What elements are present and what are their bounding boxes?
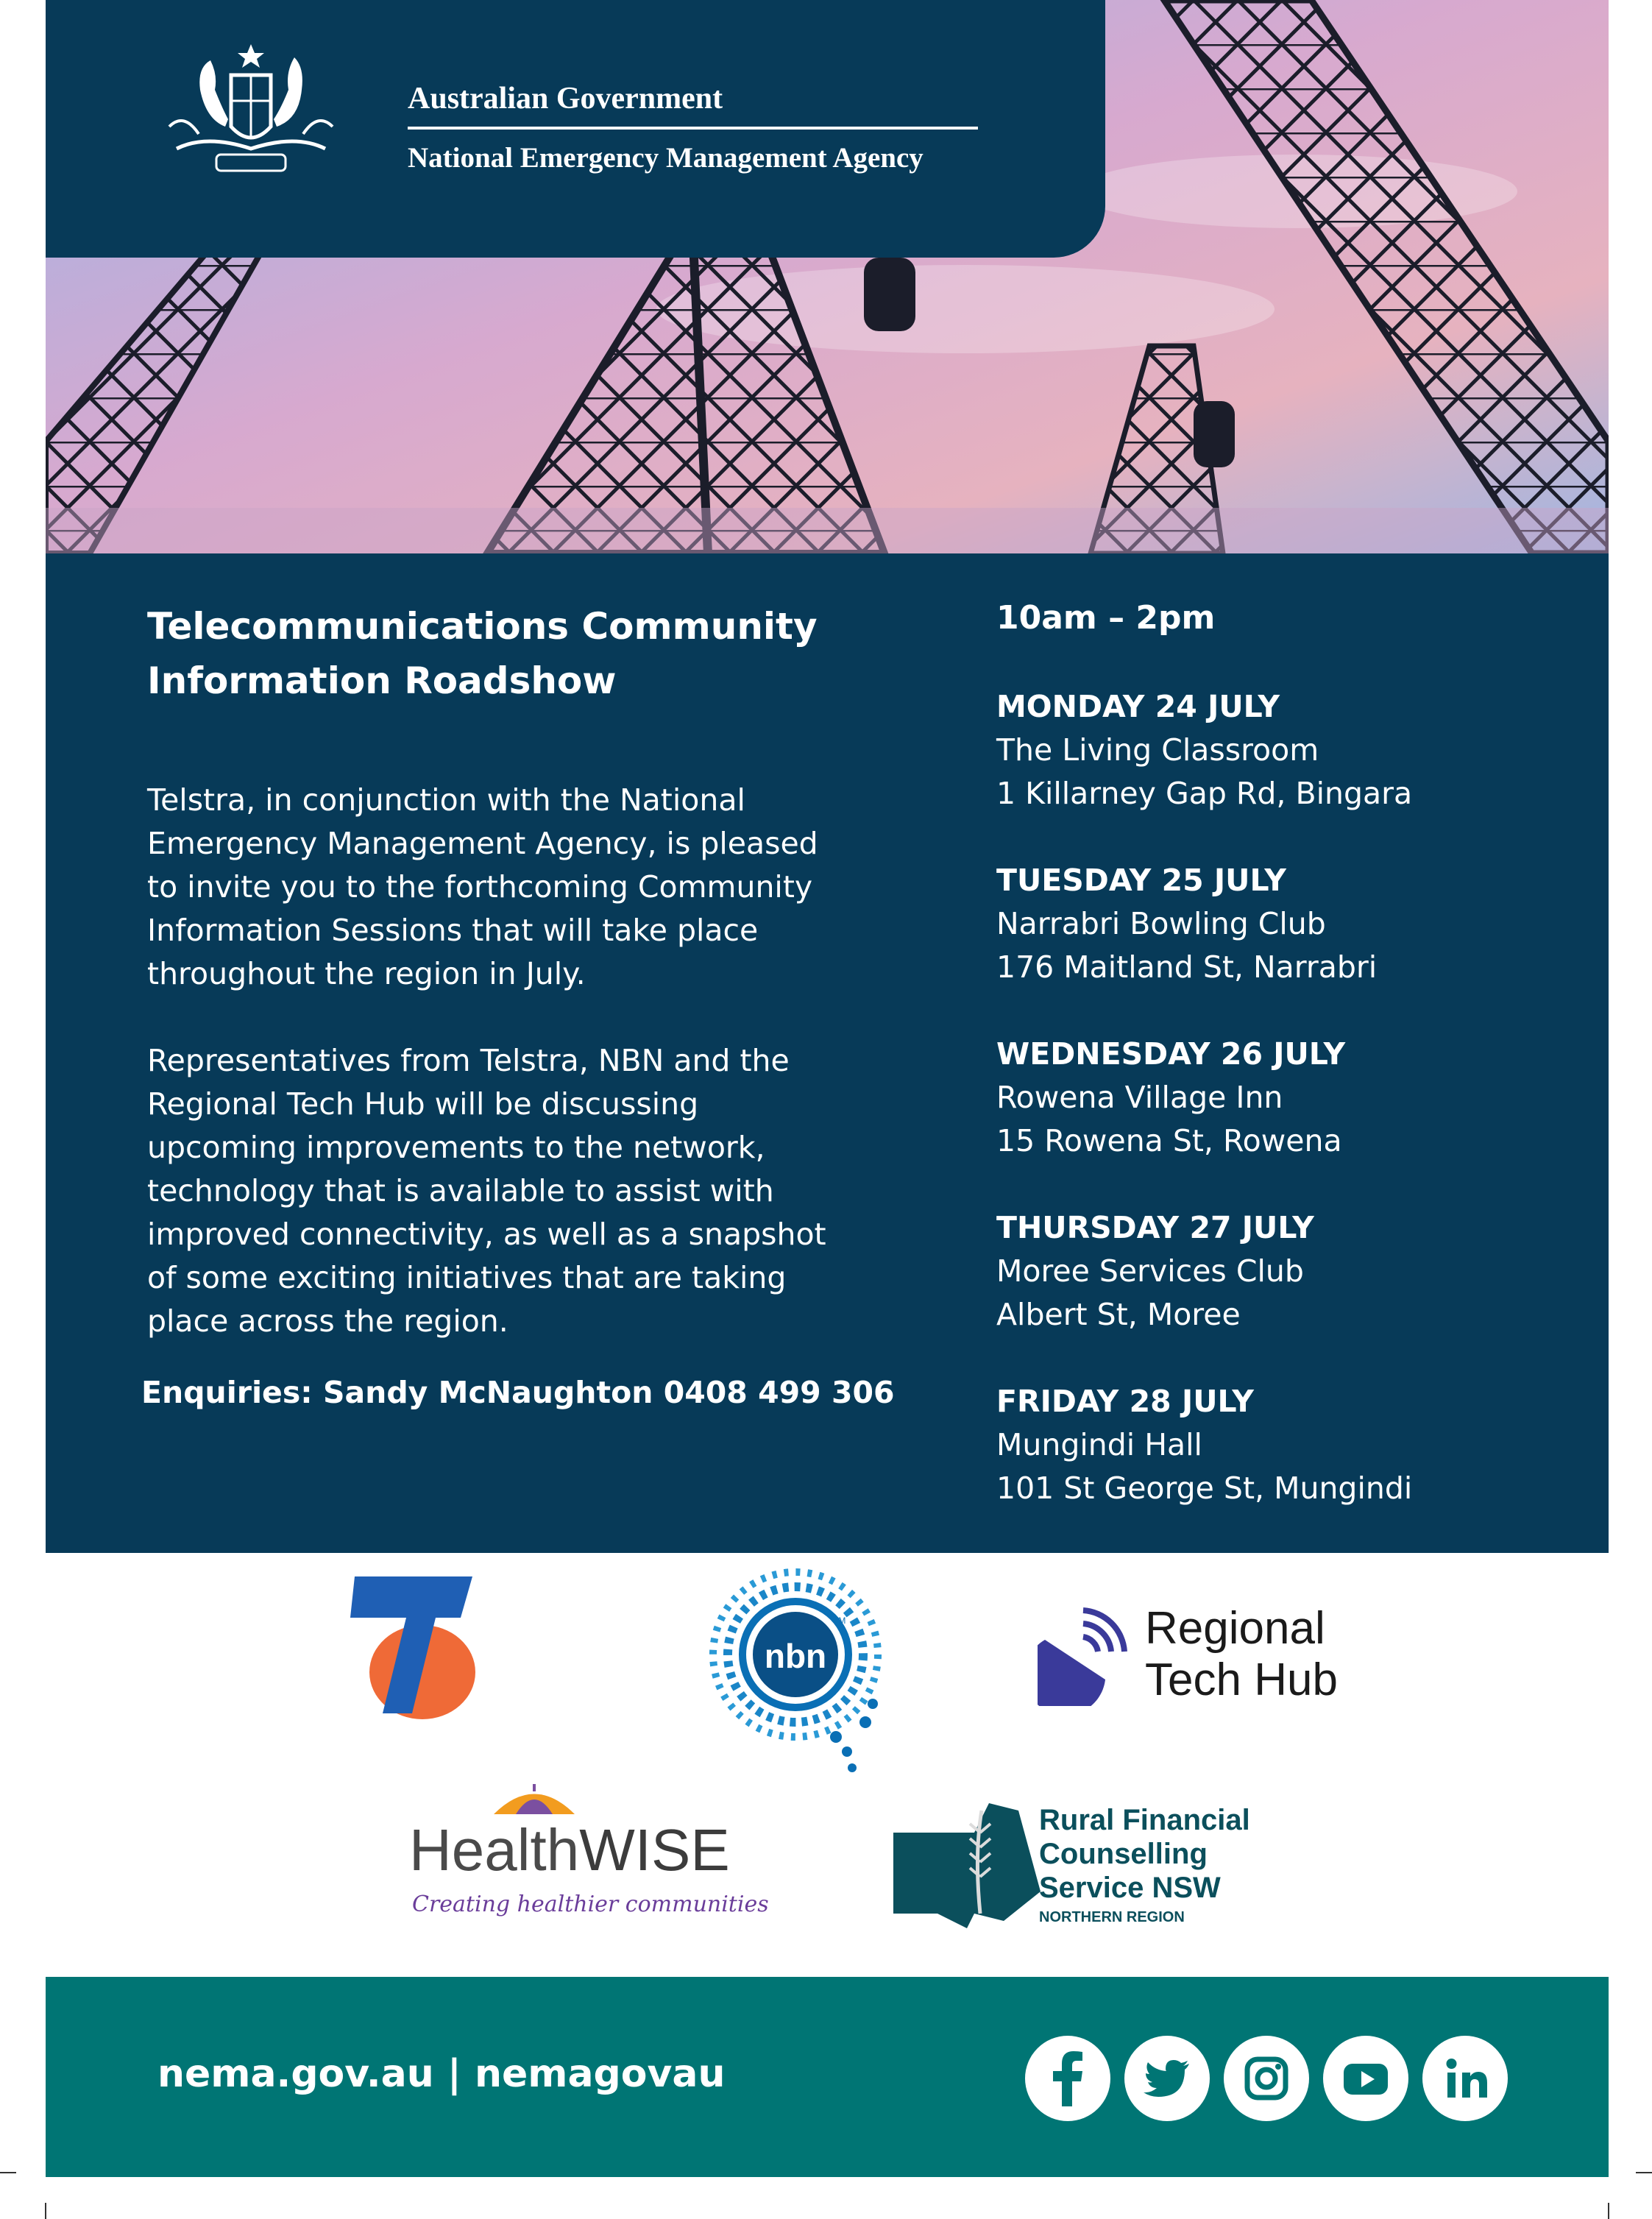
regional-tech-hub-line: Tech Hub [1145, 1654, 1338, 1705]
event-title-line: Telecommunications Community [147, 605, 818, 648]
session-address: 1 Killarney Gap Rd, Bingara [996, 776, 1413, 811]
youtube-icon[interactable] [1323, 2036, 1408, 2121]
session-venue: Mungindi Hall [996, 1427, 1202, 1462]
session-venue: Moree Services Club [996, 1253, 1304, 1289]
paragraph-line: Representatives from Telstra, NBN and the [147, 1043, 790, 1078]
telstra-logo-icon [350, 1575, 475, 1722]
healthwise-logo [409, 1781, 769, 1928]
intro-paragraph [147, 779, 949, 996]
linkedin-icon[interactable] [1422, 2036, 1508, 2121]
event-title [147, 599, 957, 708]
twitter-icon[interactable] [1124, 2036, 1210, 2121]
umbrella-icon [490, 1781, 578, 1818]
details-paragraph [147, 1039, 949, 1343]
rural-logo-line: Service NSW [1039, 1872, 1221, 1904]
healthwise-word-health: Health [409, 1817, 580, 1883]
session-list [996, 684, 1585, 1553]
paragraph-line: place across the region. [147, 1303, 508, 1339]
nbn-wordmark: nbn [764, 1637, 827, 1675]
paragraph-line: Regional Tech Hub will be discussing [147, 1086, 699, 1122]
nsw-map-icon [893, 1803, 1041, 1928]
crop-mark [0, 2172, 16, 2173]
session-venue: The Living Classroom [996, 732, 1319, 768]
healthwise-tagline: Creating healthier communities [412, 1891, 769, 1917]
session-item [996, 1379, 1585, 1553]
nbn-logo-icon [689, 1568, 902, 1781]
paragraph-line: Telstra, in conjunction with the National [147, 782, 745, 818]
session-day: FRIDAY 28 JULY [996, 1384, 1254, 1419]
coat-of-arms-icon [155, 38, 347, 183]
partner-logos [0, 1553, 1652, 1976]
session-day: WEDNESDAY 26 JULY [996, 1036, 1346, 1072]
session-address: 176 Maitland St, Narrabri [996, 949, 1378, 985]
header-divider [408, 127, 978, 130]
footer-bar [46, 1977, 1609, 2177]
paragraph-line: to invite you to the forthcoming Community [147, 869, 813, 905]
session-item [996, 858, 1585, 1032]
instagram-icon[interactable] [1224, 2036, 1309, 2121]
event-info-panel [46, 553, 1609, 1553]
paragraph-line: Information Sessions that will take place [147, 913, 759, 948]
agency-title: National Emergency Management Agency [408, 142, 924, 174]
rural-logo-region: NORTHERN REGION [1039, 1909, 1185, 1925]
enquiries-contact: Enquiries: Sandy McNaughton 0408 499 306 [141, 1375, 895, 1410]
session-item [996, 1206, 1585, 1379]
paragraph-line: technology that is available to assist with [147, 1173, 774, 1208]
session-day: TUESDAY 25 JULY [996, 863, 1286, 898]
session-address: 15 Rowena St, Rowena [996, 1123, 1342, 1158]
regional-tech-hub-logo [1038, 1603, 1361, 1713]
event-title-line: Information Roadshow [147, 659, 617, 702]
healthwise-word-wise: WISE [579, 1817, 730, 1883]
session-address: 101 St George St, Mungindi [996, 1471, 1413, 1506]
government-title: Australian Government [408, 82, 723, 116]
crop-mark [1636, 2172, 1652, 2173]
session-item [996, 1032, 1585, 1206]
regional-tech-hub-icon [1038, 1603, 1133, 1706]
paragraph-line: upcoming improvements to the network, [147, 1130, 765, 1165]
session-time: 10am – 2pm [996, 599, 1216, 637]
session-venue: Narrabri Bowling Club [996, 906, 1326, 941]
paragraph-line: improved connectivity, as well as a snapshot [147, 1217, 826, 1252]
crop-mark [45, 2203, 46, 2219]
facebook-icon[interactable] [1025, 2036, 1110, 2121]
footer-links[interactable]: nema.gov.au | nemagovau [157, 2052, 726, 2096]
crop-mark [1608, 2203, 1609, 2219]
session-venue: Rowena Village Inn [996, 1080, 1283, 1115]
rural-logo-line: Rural Financial [1039, 1804, 1250, 1836]
government-header-banner [46, 0, 1105, 258]
rural-financial-counselling-logo [893, 1803, 1276, 1936]
session-day: THURSDAY 27 JULY [996, 1210, 1314, 1245]
nbn-trademark: TM [833, 1615, 846, 1626]
paragraph-line: Emergency Management Agency, is pleased [147, 826, 818, 861]
session-day: MONDAY 24 JULY [996, 689, 1280, 724]
paragraph-line: throughout the region in July. [147, 956, 586, 991]
paragraph-line: of some exciting initiatives that are taking [147, 1260, 787, 1295]
regional-tech-hub-line: Regional [1145, 1603, 1325, 1654]
session-address: Albert St, Moree [996, 1297, 1241, 1332]
rural-logo-line: Counselling [1039, 1838, 1208, 1870]
session-item [996, 684, 1585, 858]
